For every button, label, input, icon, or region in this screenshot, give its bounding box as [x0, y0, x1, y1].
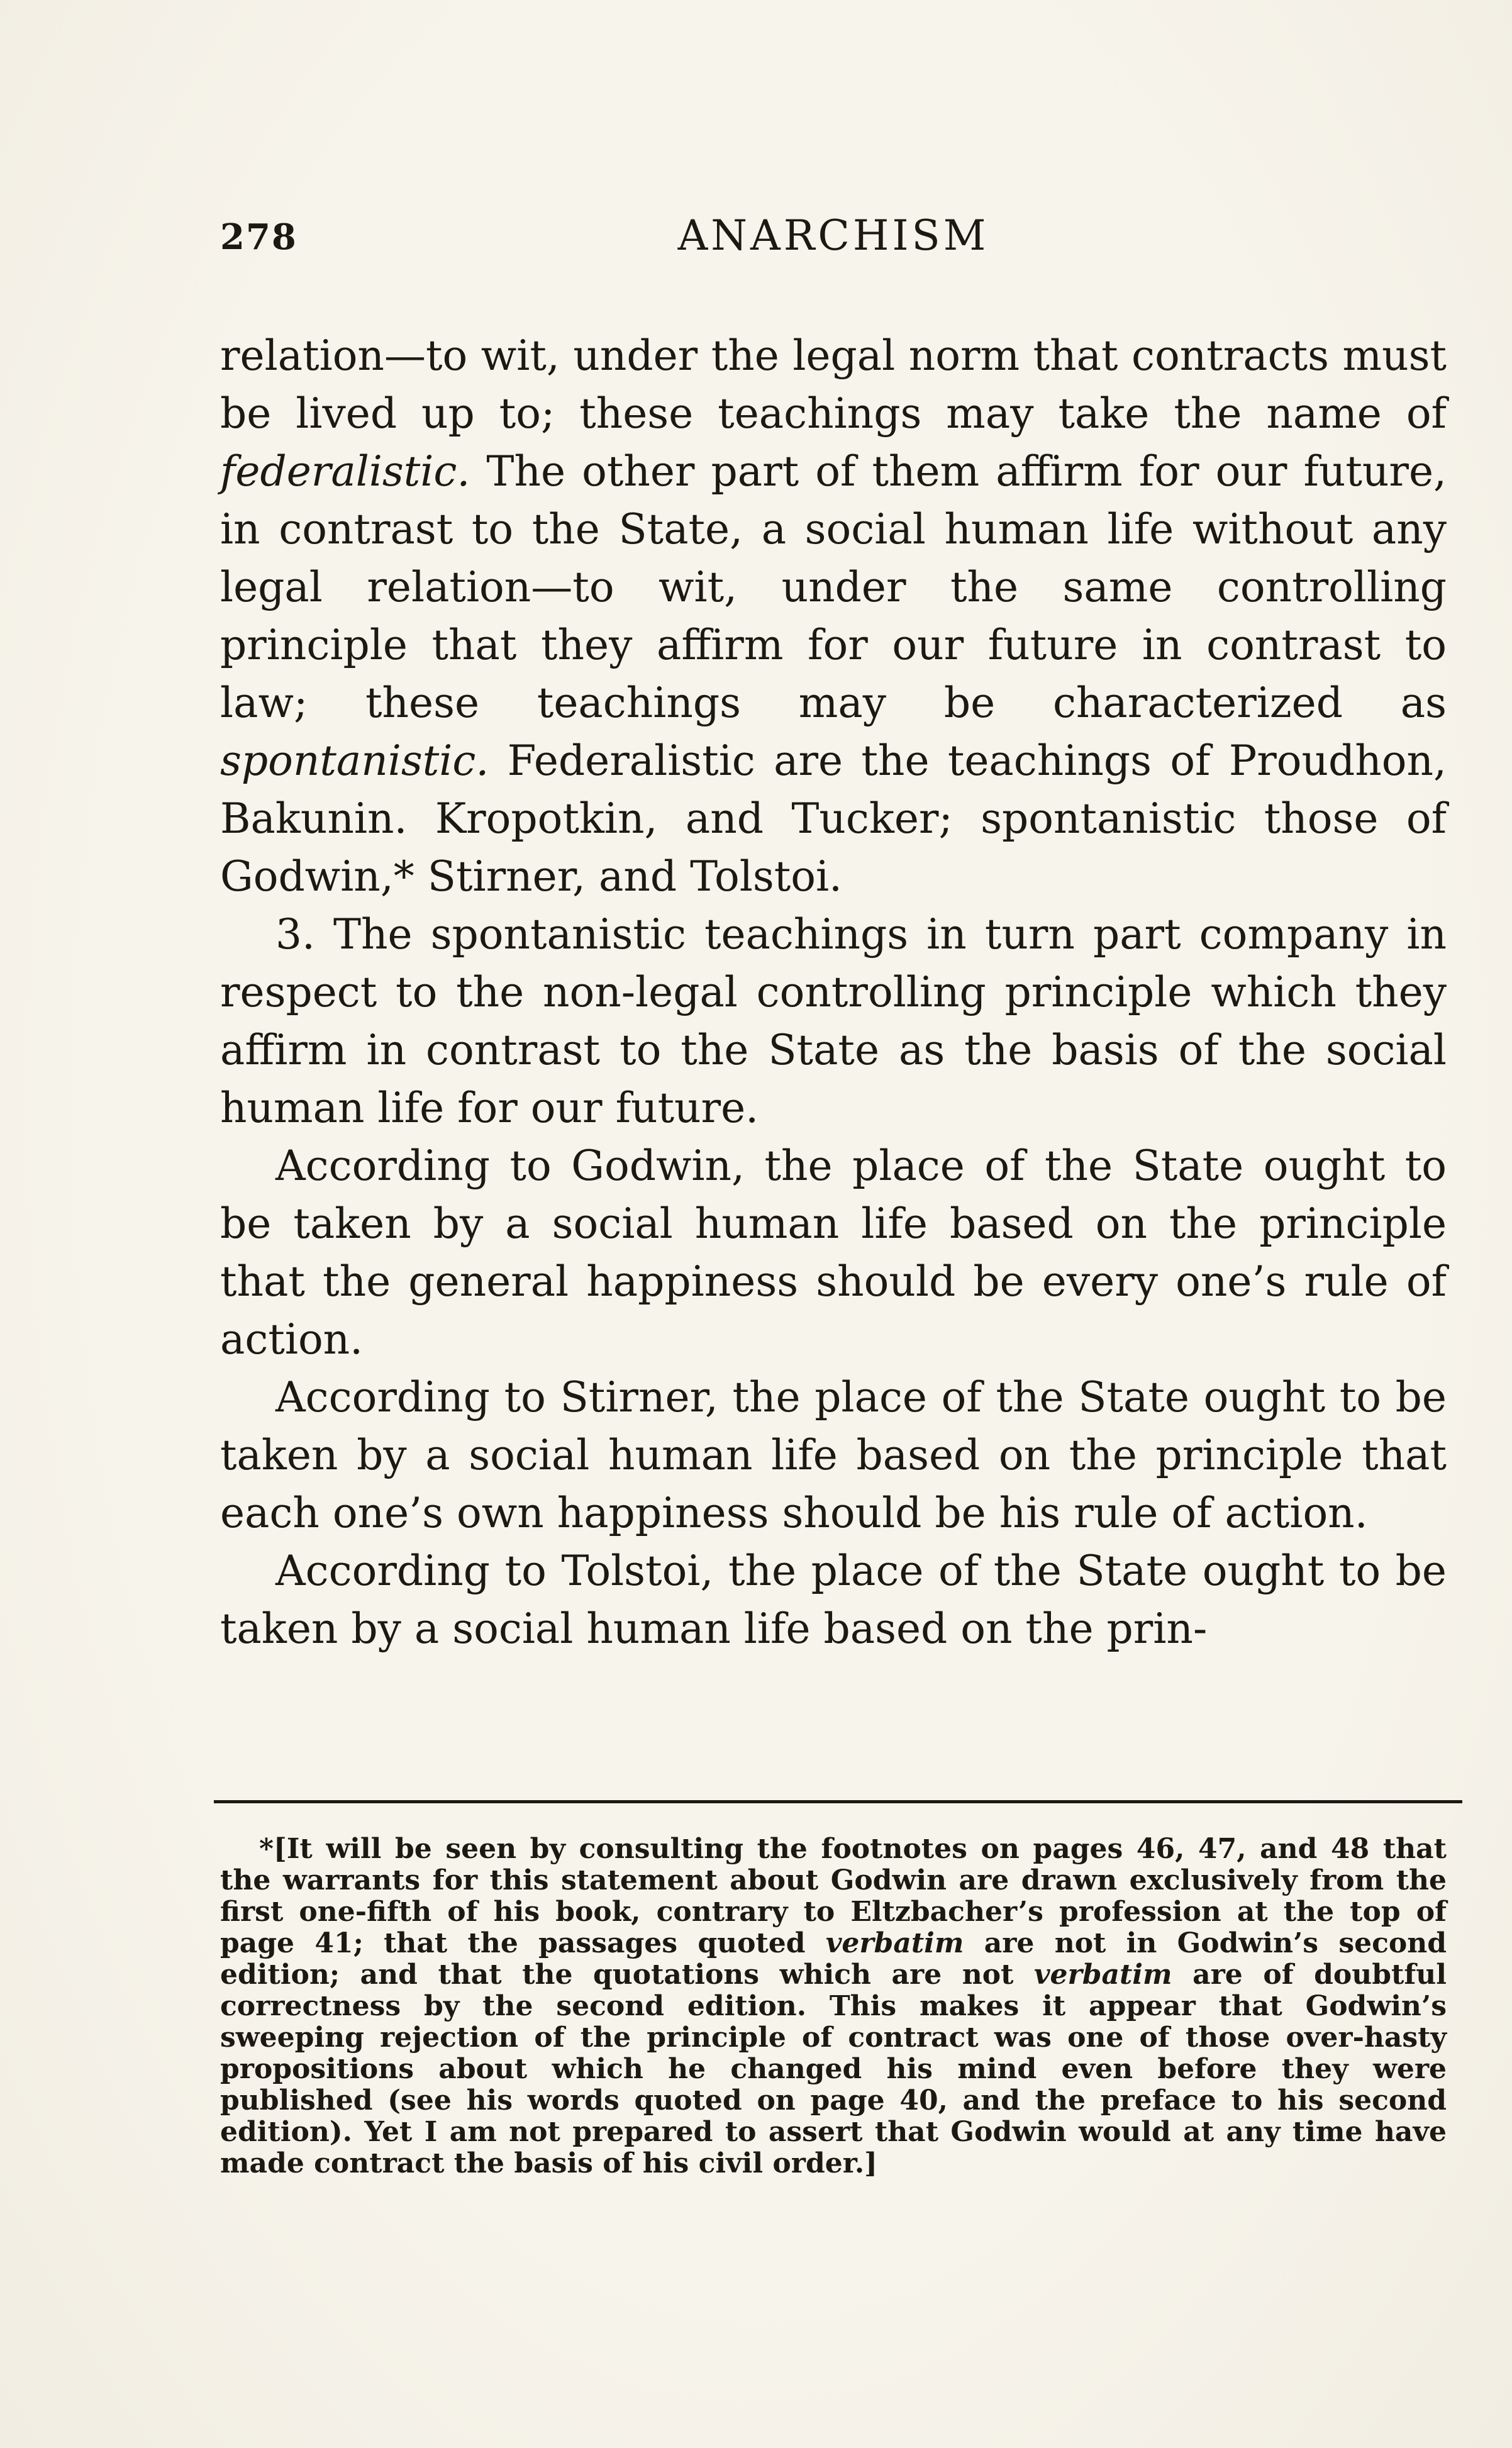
paragraph [220, 1137, 1447, 1369]
body-text [220, 327, 1447, 1658]
paragraph [220, 1833, 1447, 2179]
text-run: The other part of them affirm for our future, in contrast to the State, a social human life without any legal relation—to wit, under the same controlling principle that they affirm for our future in contrast to law; these teachings may be characterized as [220, 447, 1447, 727]
italic-text-run: verbatim [1033, 1959, 1172, 1991]
text-run: Federalistic are the teachings of Proudhon, Bakunin. Kropotkin, and Tucker; spontanistic those of Godwin,* Stirner, and Tolstoi. [220, 737, 1447, 901]
text-run: According to Stirner, the place of the State ought to be taken by a social human life based on the principle that each one’s own happiness should be his rule of action. [220, 1373, 1447, 1537]
paragraph [220, 1542, 1447, 1658]
italic-text-run: federalistic. [220, 447, 470, 496]
footnote [220, 1833, 1447, 2179]
footnote-divider [214, 1800, 1462, 1803]
text-run: relation—to wit, under the legal norm that contracts must be lived up to; these teachings may take the name of [220, 331, 1447, 438]
page-number: 278 [220, 216, 297, 258]
paragraph [220, 327, 1447, 906]
paragraph [220, 906, 1447, 1137]
text-run: are of doubtful correctness by the second edition. This makes it appear that Godwin’s sweeping rejection of the principle of contract was one of those over-hasty propositions about which he changed his mind even before they were published (see his words quoted on page 40, and the preface to his second edition). Yet I am not prepared to assert that Godwin would at any time have made contract the basis of his civil order.] [220, 1959, 1447, 2179]
text-run: are not in Godwin’s second edition; and that the quotations which are not [220, 1927, 1447, 1991]
paragraph [220, 1369, 1447, 1542]
italic-text-run: spontanistic. [220, 737, 489, 785]
page-header [220, 211, 1447, 268]
text-run: According to Tolstoi, the place of the State ought to be taken by a social human life based on the prin- [220, 1547, 1447, 1653]
italic-text-run: verbatim [825, 1927, 964, 1959]
text-run: 3. The spontanistic teachings in turn part company in respect to the non-legal controlling principle which they affirm in contrast to the State as the basis of the social human life for our future. [220, 910, 1447, 1132]
text-run: According to Godwin, the place of the State ought to be taken by a social human life based on the principle that the general happiness should be every one’s rule of action. [220, 1142, 1447, 1364]
text-run: *[It will be seen by consulting the footnotes on pages 46, 47, and 48 that the warrants for this statement about Godwin are drawn exclusively from the first one-fifth of his book, contrary to Eltzbacher’s profession at the top of page 41; that the passages quoted [220, 1833, 1447, 1959]
running-title: ANARCHISM [677, 211, 989, 260]
